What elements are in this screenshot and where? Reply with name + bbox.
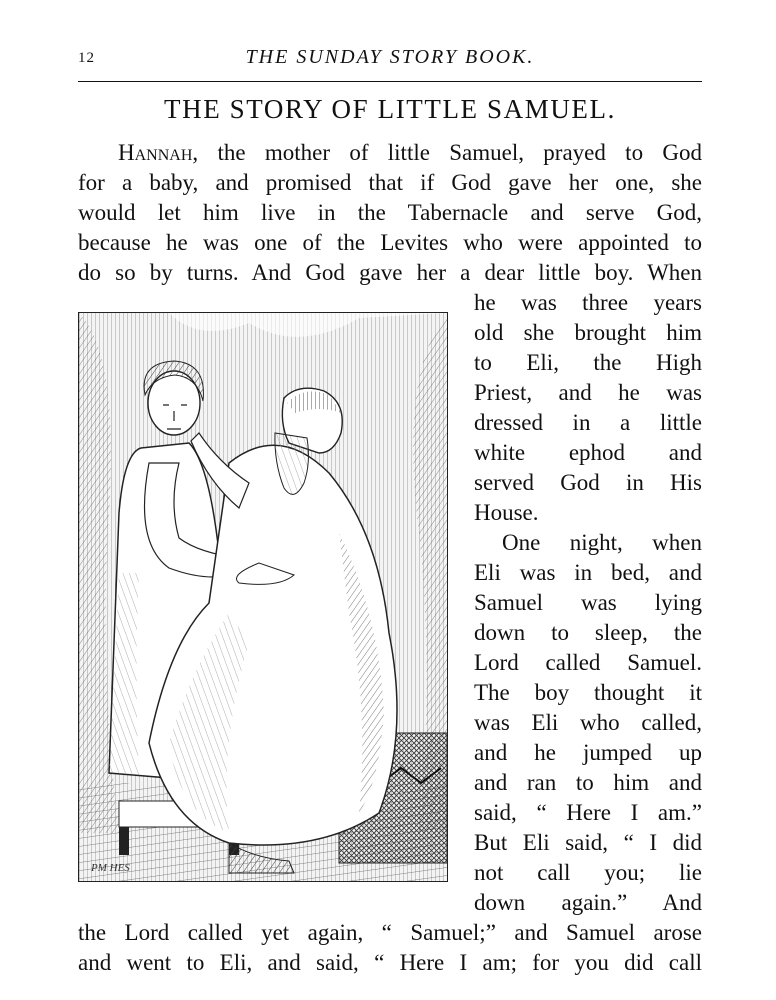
header-rule — [78, 81, 702, 82]
text-line: One night, when — [502, 530, 702, 555]
drop-word: Hannah — [118, 140, 193, 165]
text-line: dressed in a little — [474, 410, 702, 435]
text-line: white ephod and — [474, 440, 702, 465]
text-line: House. — [474, 500, 539, 525]
text-line: and he jumped up — [474, 740, 702, 765]
text-line: was Eli who called, — [474, 710, 702, 735]
text-line: to Eli, the High — [474, 350, 702, 375]
text-line: Priest, and he was — [474, 380, 702, 405]
text-line: do so by turns. And God gave her a dear little boy. When — [78, 260, 702, 285]
text-line: because he was one of the Levites who were appointed to — [78, 230, 702, 255]
page-number: 12 — [78, 50, 95, 66]
text-line: the Lord called yet again, “ Samuel;” and Samuel arose — [78, 920, 702, 945]
text-line: But Eli said, “ I did — [474, 830, 702, 855]
story-title: THE STORY OF LITTLE SAMUEL. — [164, 94, 616, 124]
eli-and-samuel-engraving — [79, 313, 447, 881]
engraving-illustration — [78, 312, 448, 882]
text-line: Lord called Samuel. — [474, 650, 702, 675]
text-line: old she brought him — [474, 320, 702, 345]
text-line: Samuel was lying — [474, 590, 702, 615]
page-header — [78, 44, 702, 74]
text-line: down again.” And — [474, 890, 702, 915]
running-title: THE SUNDAY STORY BOOK. — [245, 46, 535, 68]
engraver-signature: PM HES — [91, 862, 130, 874]
text-line: not call you; lie — [474, 860, 702, 885]
text-line: The boy thought it — [474, 680, 702, 705]
text-line: he was three years — [474, 290, 702, 315]
text-line: served God in His — [474, 470, 702, 495]
text-line: Eli was in bed, and — [474, 560, 702, 585]
text-line: and went to Eli, and said, “ Here I am; for you did call — [78, 950, 702, 975]
text-line: for a baby, and promised that if God gave her one, she — [78, 170, 702, 195]
text-line: said, “ Here I am.” — [474, 800, 702, 825]
text-line: and ran to him and — [474, 770, 702, 795]
text-line: would let him live in the Tabernacle and serve God, — [78, 200, 702, 225]
text-line: down to sleep, the — [474, 620, 702, 645]
text-line: Hannah, the mother of little Samuel, prayed to God — [118, 140, 702, 165]
